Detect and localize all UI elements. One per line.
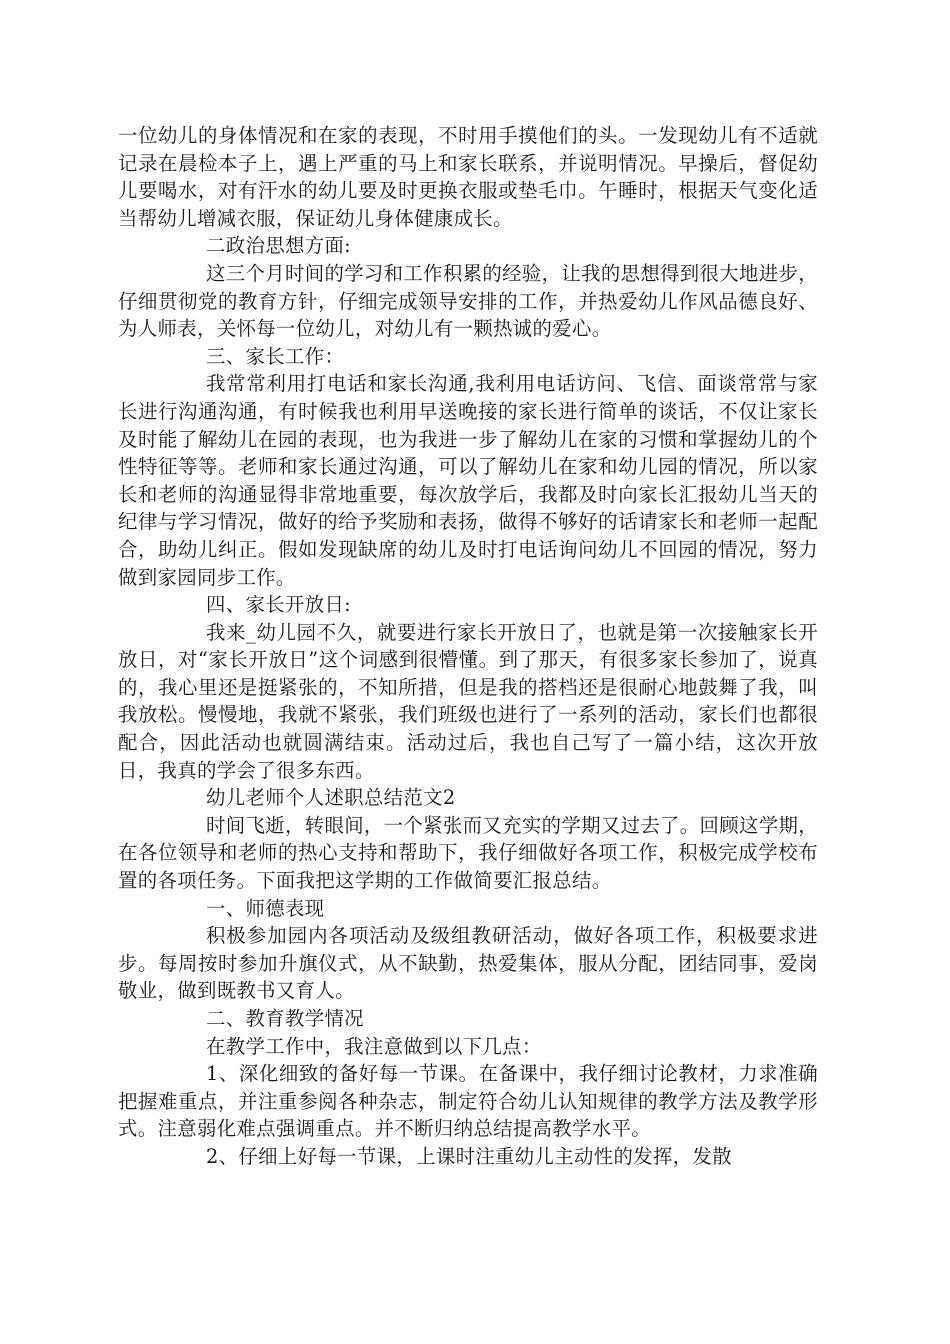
paragraph-parents: 我常常利用打电话和家长沟通,我利用电话访问、飞信、面谈常常与家长进行沟通沟通，有时候我也利用早送晚接的家长进行简单的谈话，不仅让家长及时能了解幼儿在园的表现，也为我进一步了解幼儿在家的习惯和掌握幼儿的个性特征等等。老师和家长通过沟通，可以了解幼儿在家和幼儿园的情况，所以家长和老师的沟通显得非常地重要，每次放学后，我都及时向家长汇报幼儿当天的纪律与学习情况，做好的给予奖励和表扬，做得不够好的话请家长和老师一起配合，助幼儿纠正。假如发现缺席的幼儿及时打电话询问幼儿不回园的情况，努力做到家园同步工作。 — [118, 372, 818, 589]
paragraph-intro-2: 时间飞逝，转眼间，一个紧张而又充实的学期又过去了。回顾这学期，在各位领导和老师的热心支持和帮助下，我仔细做好各项工作，积极完成学校布置的各项任务。下面我把这学期的工作做简要汇报总结。 — [118, 813, 818, 893]
paragraph-political: 这三个月时间的学习和工作积累的经验，让我的思想得到很大地进步，仔细贯彻党的教育方针，仔细完成领导安排的工作，并热爱幼儿作风品德良好、为人师表，关怀每一位幼儿，对幼儿有一颗热诚的爱心。 — [118, 261, 818, 341]
section-heading-open-day: 四、家长开放日: — [206, 593, 352, 617]
paragraph-ethics: 积极参加园内各项活动及级组教研活动，做好各项工作，积极要求进步。每周按时参加升旗仪式，从不缺勤，热爱集体，服从分配，团结同事，爱岗敬业，做到既教书又育人。 — [118, 924, 818, 1003]
section-heading-ethics: 一、师德表现 — [206, 896, 325, 920]
list-item-lesson-prep: 1、深化细致的备好每一节课。在备课中，我仔细讨论教材，力求准确把握难重点，并注重参阅各种杂志，制定符合幼儿认知规律的教学方法及教学形式。注意弱化难点强调重点。并不断归纳总结提高教学水平。 — [118, 1062, 818, 1141]
section-heading-teaching: 二、教育教学情况 — [206, 1007, 364, 1030]
article-title-2: 幼儿老师个人述职总结范文2 — [206, 786, 456, 810]
paragraph-health-care: 一位幼儿的身体情况和在家的表现，不时用手摸他们的头。一发现幼儿有不适就记录在晨检本子上，遇上严重的马上和家长联系，并说明情况。早操后，督促幼儿要喝水，对有汗水的幼儿要及时更换衣服或垫毛巾。午睡时，根据天气变化适当帮幼儿增减衣服，保证幼儿身体健康成长。 — [118, 124, 818, 230]
document-body — [118, 122, 818, 1171]
list-item-lesson-teaching: 2、仔细上好每一节课，上课时注重幼儿主动性的发挥，发散 — [206, 1144, 732, 1168]
section-heading-parents: 三、家长工作： — [206, 344, 345, 368]
section-heading-political: 二政治思想方面: — [206, 234, 352, 258]
paragraph-teaching-intro: 在教学工作中，我注意做到以下几点： — [206, 1034, 542, 1058]
paragraph-open-day: 我来_幼儿园不久，就要进行家长开放日了，也就是第一次接触家长开放日，对“家长开放日”这个词感到很懵懂。到了那天，有很多家长参加了，说真的，我心里还是挺紧张的，不知所措，但是我的搭档还是很耐心地鼓舞了我，叫我放松。慢慢地，我就不紧张，我们班级也进行了一系列的活动，家长们也都很配合，因此活动也就圆满结束。活动过后，我也自己写了一篇小结，这次开放日，我真的学会了很多东西。 — [118, 620, 818, 782]
